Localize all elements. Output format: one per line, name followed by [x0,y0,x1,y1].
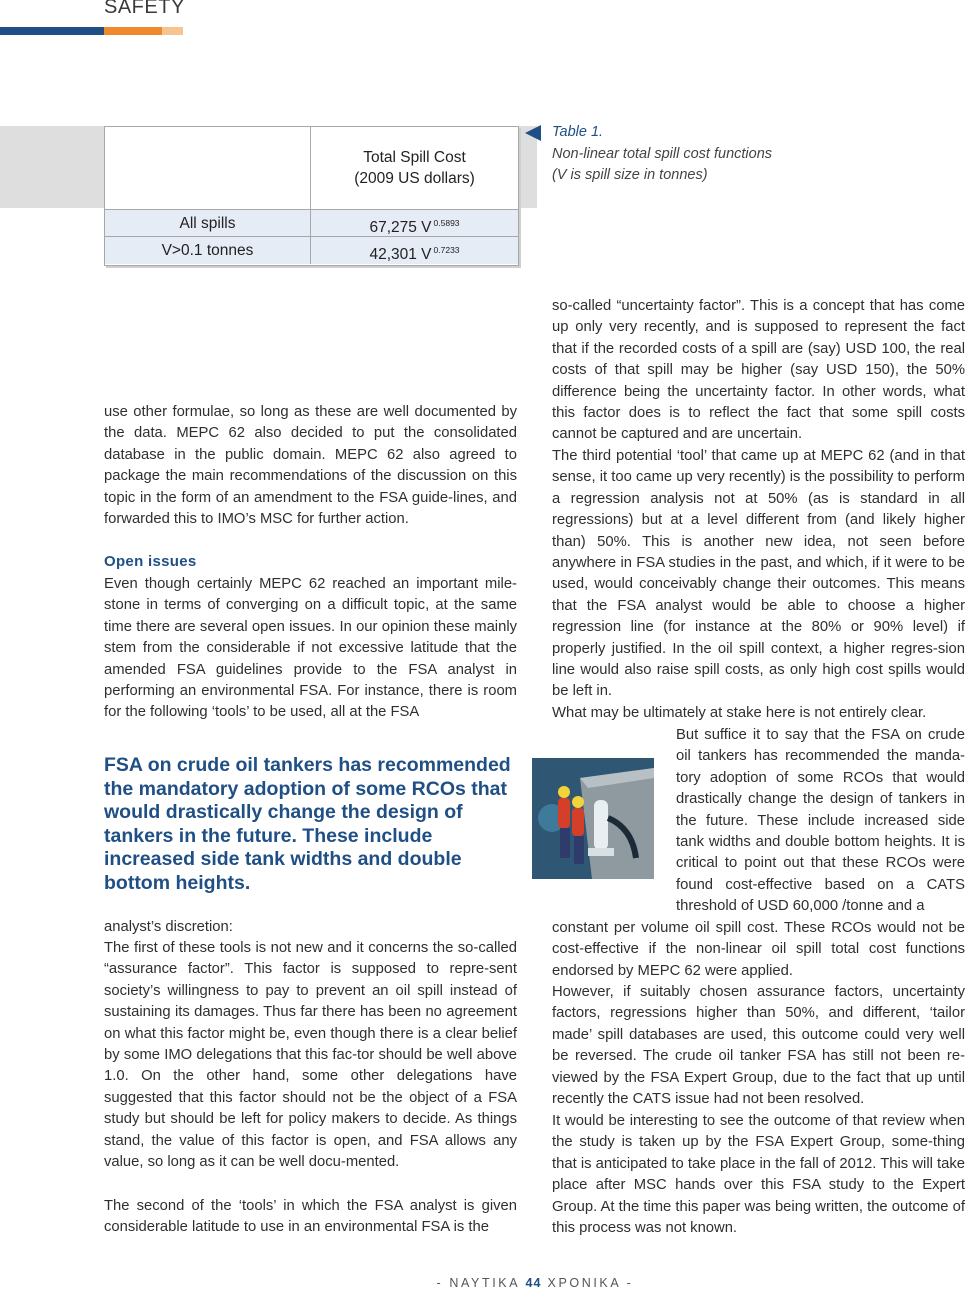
right-paragraph-5: However, if suitably chosen assurance factors, uncertainty factors, regressions higher than 50%, and different, ‘tailor made’ spill databases are used, this outcome could very well be reversed. The crude oil tanker FSA has still not been re-viewed by the FSA Expert Group, due to the fact that up until recently the CATS issue had not been resolved. [552,984,965,1108]
left-paragraph-5: The second of the ‘tools’ in which the FSA analyst is given considerable latitude to use in an environmental FSA is the [104,1198,517,1236]
footer-left: - ΝΑΥΤΙΚΑ [436,1276,520,1290]
page-footer [0,1276,965,1290]
column-header-line1: Total Spill Cost [363,149,466,166]
header-rule-lightorange [162,27,183,35]
table-row [105,209,518,237]
row-label: V>0.1 tonnes [105,237,311,264]
row-label: All spills [105,210,311,237]
footer-right: ΧΡΟΝΙΚΑ - [547,1276,634,1290]
right-paragraph-3: What may be ultimately at stake here is not entirely clear. [552,705,927,721]
spill-cost-table [104,126,519,266]
section-title: SAFETY [104,0,185,18]
right-paragraph-6: It would be interesting to see the outcome of that review when the study is taken up by the FSA Expert Group, some-thing that is anticipated to take place in the fall of 2012. This will take place after MSC hands over this FSA study to the Expert Group. At the time this paper was being written, the outcome of this process was not known. [552,1113,965,1237]
caption-arrow-icon [525,125,541,141]
left-paragraph-3: analyst’s discretion: [104,919,233,935]
tanker-crew-photo [532,758,654,879]
right-paragraph-4-wrapped: But suffice it to say that the FSA on crude oil tankers has recommended the manda-tory adoption of some RCOs that would drastically change the design of tankers in the future. These include increased side tank widths and double bottom heights. It is critical to point out that these RCOs were found cost-effective based on a CATS threshold of USD 60,000 /tonne and a [676,727,965,915]
right-paragraph-4-continued: constant per volume oil spill cost. These RCOs would not be cost-effective if the non-linear oil spill total cost functions endorsed by MEPC 62 were applied. [552,920,965,979]
caption-line1: Non-linear total spill cost functions [552,145,773,162]
cost-formula: 42,301 V [369,246,432,263]
row-value [311,210,518,237]
right-paragraph-1: so-called “uncertainty factor”. This is a concept that has come up only very recently, and is supposed to represent the fact that if the recorded costs of a spill are (say) USD 100, the real costs of that spill may be higher (say USD 150), the 50% difference being the uncertainty factor. In other words, what this factor does is to reflect the fact that some spill costs cannot be captured and are uncertain. [552,298,965,443]
cost-formula: 67,275 V [369,219,432,236]
table-caption [552,122,852,187]
row-value [311,237,518,264]
left-paragraph-1: use other formulae, so long as these are well documented by the data. MEPC 62 also decided to put the consolidated database in the public domain. MEPC 62 also agreed to package the main recommendations of the discussion on this topic in the form of an amendment to the FSA guide-lines, and forwarded this to IMO’s MSC for further action. [104,404,517,528]
table-row [105,236,518,264]
caption-label: Table 1. [552,124,604,140]
table-column-header [311,127,518,209]
table-header-row [105,127,518,209]
cost-exponent: 0.7233 [433,245,460,255]
right-paragraph-2: The third potential ‘tool’ that came up at MEPC 62 (and in that sense, it too came up very recently) is the possibility to perform a regression analysis not at 50% (as is standard in all regressions) but at a level different from (and likely higher than) 50%. This is another new idea, not seen before anywhere in FSA studies in the past, and which, if it were to be used, would conceivably change their outcomes. This means that the FSA analyst would be able to choose a higher regression line (for instance at the 80% or 90% level) if properly justified. In the oil spill context, a higher regres-sion line would also raise spill costs, as only high cost spills would be left in. [552,448,965,700]
left-paragraph-2: Even though certainly MEPC 62 reached an important mile-stone in terms of converging on a difficult topic, at the same time there are several open issues. In our opinion these mainly stem from the considerable if not excessive latitude that the amended FSA guidelines provide to the FSA analyst in performing an environmental FSA. For instance, there is room for the following ‘tools’ to be used, all at the FSA [104,576,517,721]
open-issues-heading: Open issues [104,553,197,570]
left-paragraph-4: The first of these tools is not new and it concerns the so-called “assurance factor”. This factor is supposed to repre-sent society’s willingness to pay to prevent an oil spill instead of sustaining its damages. Thus far there has been no agreement on what this factor might be, even though there is a clear belief by some IMO delegations that this fac-tor should be well above 1.0. On the other hand, some other delegations have suggested that this factor should not be the object of a FSA study but should be left for policy makers to decide. As things stand, the value of this factor is open, and FSA allows any value, so long as it can be well docu-mented. [104,940,517,1171]
page-number: 44 [525,1276,542,1290]
column-header-line2: (2009 US dollars) [354,170,475,187]
header-rule-blue [0,27,104,35]
caption-line2: (V is spill size in tonnes) [552,167,708,183]
pull-quote: FSA on crude oil tankers has recommended the mandatory adoption of some RCOs that would drastically change the design of tankers in the future. These include increased side tank widths and double bottom heights. [104,754,511,894]
table-header-empty-cell [105,127,311,209]
header-rule-orange [104,27,162,35]
cost-exponent: 0.5893 [433,218,460,228]
